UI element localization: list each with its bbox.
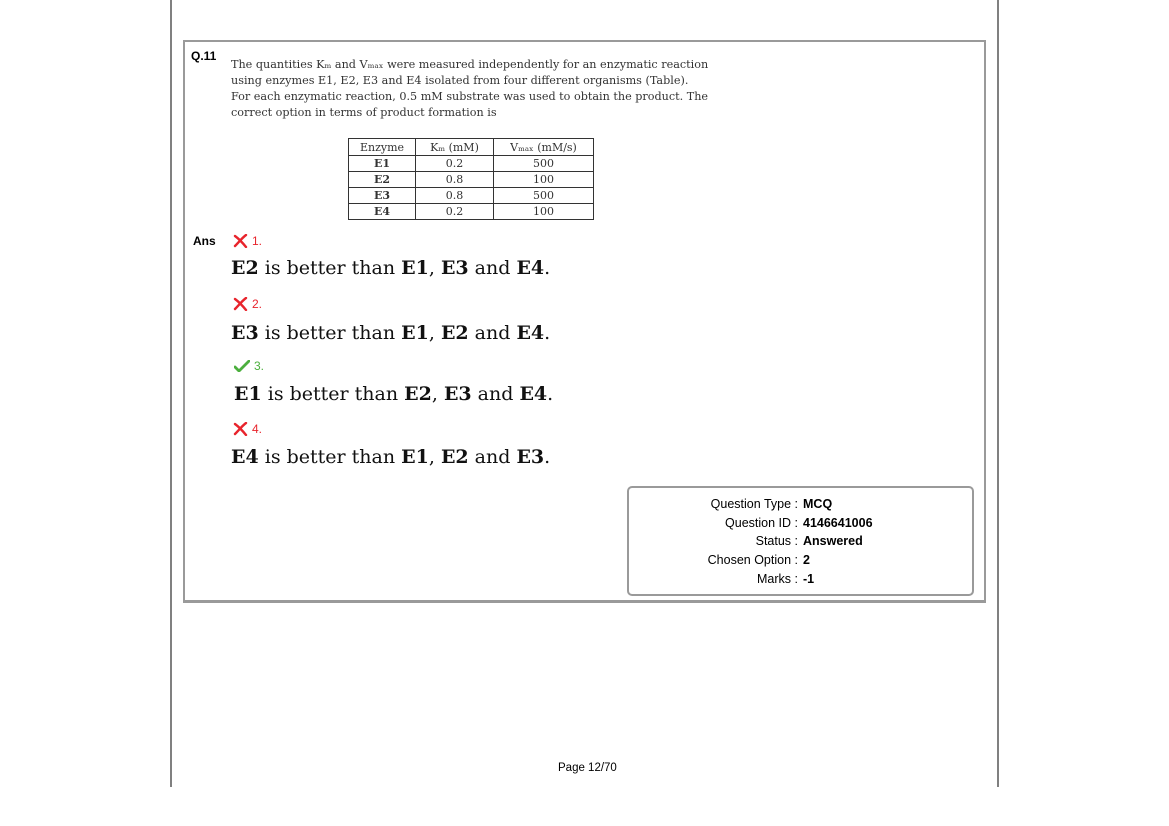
option-number: 3. xyxy=(254,359,265,373)
info-value: Answered xyxy=(803,534,863,548)
option-text-part: is better than xyxy=(261,383,405,405)
info-label: Question Type : xyxy=(710,497,798,511)
question-text xyxy=(231,57,721,121)
table-header-km: Kₘ (mM) xyxy=(416,139,494,156)
table-cell: 0.8 xyxy=(416,188,494,204)
answer-label: Ans xyxy=(193,234,216,248)
option-4-mark xyxy=(233,422,262,436)
option-2-mark xyxy=(233,297,262,311)
table-cell: E3 xyxy=(349,188,416,204)
option-text-part: , xyxy=(428,257,441,279)
table-cell: 100 xyxy=(494,204,594,220)
info-value: MCQ xyxy=(803,497,833,511)
enzyme-label: E2 xyxy=(231,257,259,279)
table-cell: 500 xyxy=(494,188,594,204)
enzyme-label: E1 xyxy=(401,257,429,279)
page-left-border xyxy=(170,0,172,787)
option-text-part: . xyxy=(544,446,551,468)
table-cell: E2 xyxy=(349,172,416,188)
info-value: 2 xyxy=(803,553,810,567)
info-value: -1 xyxy=(803,572,815,586)
table-row xyxy=(349,172,594,188)
enzyme-label: E1 xyxy=(234,383,262,405)
option-text-part: . xyxy=(544,322,551,344)
table-header-row xyxy=(349,139,594,156)
enzyme-label: E4 xyxy=(516,257,545,279)
option-1-mark xyxy=(233,234,262,248)
question-line: correct option in terms of product formation is xyxy=(231,106,497,119)
option-text-part: and xyxy=(468,446,517,468)
page-number: Page 12/70 xyxy=(558,762,617,774)
option-text-part: , xyxy=(431,383,444,405)
option-3-mark xyxy=(234,359,264,373)
cross-icon xyxy=(233,234,248,248)
enzyme-table xyxy=(348,138,594,220)
option-text-part: is better than xyxy=(258,322,402,344)
option-3-text xyxy=(234,383,553,405)
enzyme-label: E3 xyxy=(443,383,472,405)
option-text-part: is better than xyxy=(258,257,402,279)
table-row xyxy=(349,188,594,204)
option-2-text xyxy=(231,322,550,344)
option-number: 1. xyxy=(252,234,263,248)
info-value: 4146641006 xyxy=(803,516,873,530)
option-text-part: and xyxy=(468,257,517,279)
table-row xyxy=(349,156,594,172)
enzyme-label: E4 xyxy=(231,446,259,468)
option-4-text xyxy=(231,446,550,468)
table-cell: E1 xyxy=(349,156,416,172)
info-label: Status : xyxy=(755,534,798,548)
question-line: using enzymes E1, E2, E3 and E4 isolated from four different organisms (Table). xyxy=(231,74,689,87)
question-line: The quantities Kₘ and Vₘₐₓ were measured independently for an enzymatic reaction xyxy=(231,58,709,71)
cross-icon xyxy=(233,297,248,311)
enzyme-label: E2 xyxy=(440,322,469,344)
option-number: 4. xyxy=(252,422,263,436)
table-cell: 0.8 xyxy=(416,172,494,188)
enzyme-label: E4 xyxy=(519,383,548,405)
option-1-text xyxy=(231,257,550,279)
check-icon xyxy=(234,360,250,372)
enzyme-label: E1 xyxy=(401,322,429,344)
info-label: Marks : xyxy=(757,572,798,586)
enzyme-label: E2 xyxy=(404,383,432,405)
enzyme-label: E3 xyxy=(440,257,469,279)
info-label: Chosen Option : xyxy=(707,553,798,567)
question-number: Q.11 xyxy=(191,49,217,63)
question-line: For each enzymatic reaction, 0.5 mM substrate was used to obtain the product. The xyxy=(231,90,709,103)
enzyme-label: E1 xyxy=(401,446,429,468)
option-text-part: . xyxy=(547,383,554,405)
option-text-part: and xyxy=(471,383,520,405)
enzyme-label: E3 xyxy=(516,446,545,468)
option-text-part: is better than xyxy=(258,446,402,468)
enzyme-label: E2 xyxy=(440,446,469,468)
info-label: Question ID : xyxy=(725,516,798,530)
table-cell: 500 xyxy=(494,156,594,172)
table-cell: 0.2 xyxy=(416,156,494,172)
option-number: 2. xyxy=(252,297,263,311)
option-text-part: and xyxy=(468,322,517,344)
enzyme-label: E4 xyxy=(516,322,545,344)
table-cell: E4 xyxy=(349,204,416,220)
option-text-part: , xyxy=(428,446,441,468)
table-header-vmax: Vₘₐₓ (mM/s) xyxy=(494,139,594,156)
table-header-enzyme: Enzyme xyxy=(349,139,416,156)
page-right-border xyxy=(997,0,999,787)
table-cell: 100 xyxy=(494,172,594,188)
table-row xyxy=(349,204,594,220)
enzyme-label: E3 xyxy=(231,322,259,344)
question-info-box xyxy=(627,486,974,596)
option-text-part: , xyxy=(428,322,441,344)
option-text-part: . xyxy=(544,257,551,279)
table-cell: 0.2 xyxy=(416,204,494,220)
cross-icon xyxy=(233,422,248,436)
